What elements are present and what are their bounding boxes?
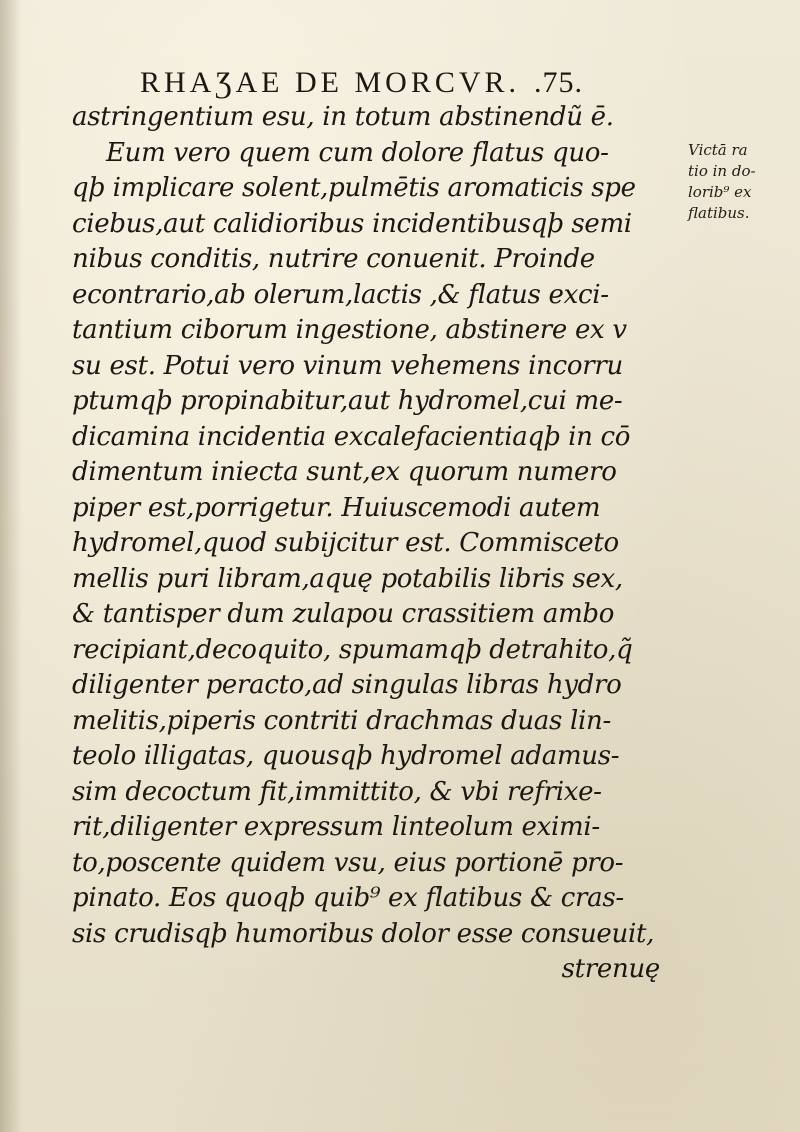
text-line: nibus conditis, nutrire conuenit. Proinde [72, 244, 595, 274]
page-number: .75. [534, 66, 584, 99]
text-line: tantium ciborum ingestione, abstinere ex v [72, 315, 627, 345]
marginal-note-line: flatibus. [688, 204, 750, 222]
text-line: pinato. Eos quoqþ quib⁹ ex flatibus & cras- [72, 883, 624, 913]
text-line: sis crudisqþ humoribus dolor esse consueuit, [72, 918, 655, 949]
text-line: teolo illigatas, quousqþ hydromel adamus- [72, 741, 620, 771]
running-head [140, 66, 660, 100]
text-line: piper est,porrigetur. Huiuscemodi autem [72, 492, 601, 523]
text-line: hydromel,quod subijcitur est. Commisceto [72, 528, 619, 558]
text-line: dicamina incidentia excalefacientiaqþ in cō [72, 421, 631, 452]
running-head-title: RHAƷAE DE MORCVR. [140, 66, 521, 99]
text-line: melitis,piperis contriti drachmas duas lin- [72, 705, 611, 736]
text-line: mellis puri libram,aquę potabilis libris sex, [72, 563, 623, 594]
text-line: to,poscente quidem vsu, eius portionē pro- [72, 847, 624, 878]
text-line: diligenter peracto,ad singulas libras hydro [72, 670, 622, 700]
text-line: recipiant,decoquito, spumamqþ detrahito,q̃ [72, 634, 633, 665]
text-line: ptumqþ propinabitur,aut hydromel,cui me- [72, 386, 623, 416]
text-line: econtrario,ab olerum,lactis ,& flatus exci- [72, 279, 609, 310]
text-line: & tantisper dum zulapou crassitiem ambo [72, 599, 615, 629]
marginal-note-line: lorib⁹ ex [688, 183, 752, 201]
text-line: ciebus,aut calidioribus incidentibusqþ semi [72, 208, 632, 239]
marginal-note [688, 140, 793, 224]
text-line: rit,diligenter expressum linteolum eximi- [72, 812, 600, 842]
text-line: sim decoctum fit,immittito, & vbi refrixe- [72, 776, 602, 807]
text-line: su est. Potui vero vinum vehemens incorru [72, 350, 623, 381]
marginal-note-line: Victā ra [688, 141, 748, 159]
catchword: strenuę [561, 954, 660, 984]
text-line: Eum vero quem cum dolore flatus quo- [106, 137, 609, 168]
text-line: dimentum iniecta sunt,ex quorum numero [72, 457, 617, 487]
marginal-note-line: tio in do- [688, 162, 756, 180]
text-line: qþ implicare solent,pulmētis aromaticis spe [72, 173, 636, 203]
text-line: astringentium esu, in totum abstinendũ ē. [72, 102, 614, 132]
body-text [72, 100, 682, 988]
